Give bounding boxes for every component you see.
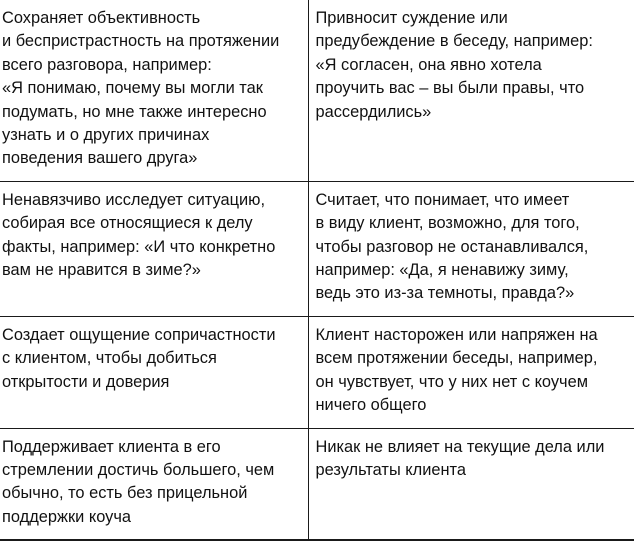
table-cell-right: Никак не влияет на текущие дела или результаты клиента xyxy=(308,428,634,540)
table-cell-right: Привносит суждение или предубеждение в беседу, например: «Я согласен, она явно хотела проучить вас – вы были правы, что рассердились» xyxy=(308,0,634,181)
table-row xyxy=(0,181,634,316)
table-row xyxy=(0,428,634,540)
table-row xyxy=(0,316,634,428)
table-row xyxy=(0,0,634,181)
table-cell-right: Считает, что понимает, что имеет в виду клиент, возможно, для того, чтобы разговор не останавливался, например: «Да, я ненавижу зиму, ведь это из-за темноты, правда?» xyxy=(308,181,634,316)
table-cell-left: Ненавязчиво исследует ситуацию, собирая все относящиеся к делу факты, например: «И что конкретно вам не нравится в зиме?» xyxy=(0,181,308,316)
table-cell-left: Поддерживает клиента в его стремлении достичь большего, чем обычно, то есть без прицельной поддержки коуча xyxy=(0,428,308,540)
table-cell-right: Клиент насторожен или напряжен на всем протяжении беседы, например, он чувствует, что у них нет с коучем ничего общего xyxy=(308,316,634,428)
table-cell-left: Создает ощущение сопричастности с клиентом, чтобы добиться открытости и доверия xyxy=(0,316,308,428)
table-cell-left: Сохраняет объективность и беспристрастность на протяжении всего разговора, например: «Я понимаю, почему вы могли так подумать, но мне также интересно узнать и о других причинах поведения вашего друга» xyxy=(0,0,308,181)
